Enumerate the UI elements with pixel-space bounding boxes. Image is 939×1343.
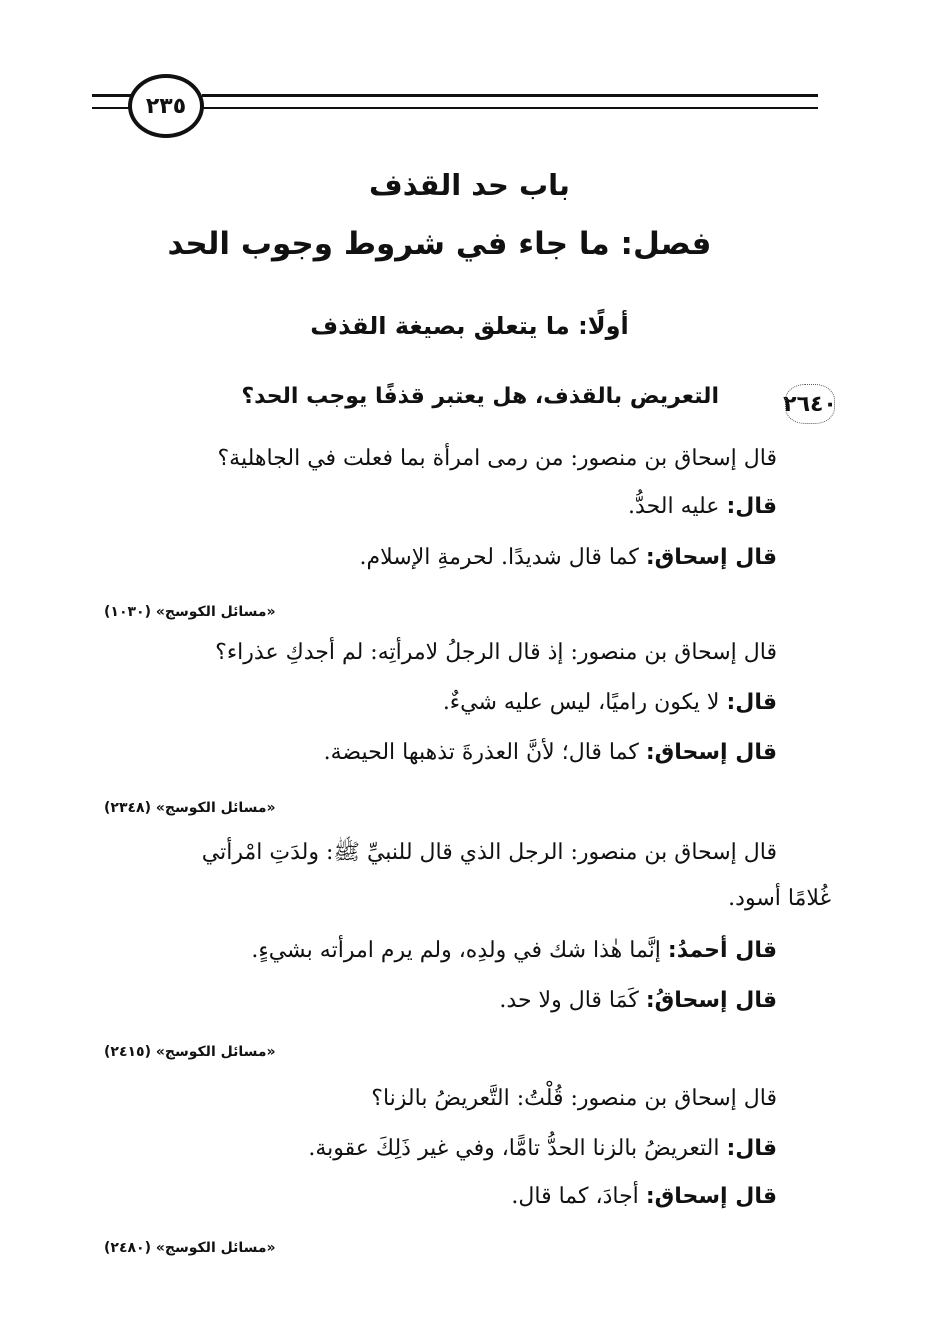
text-line: قال إسحاق بن منصور: الرجل الذي قال للنبيِّ ﷺ: ولدَتِ امْرأتي bbox=[201, 840, 777, 865]
issue-title: التعريض بالقذف، هل يعتبر قذفًا يوجب الحد؟ bbox=[241, 384, 719, 409]
text-line: قال: عليه الحدُّ. bbox=[628, 494, 777, 519]
header-rule-left bbox=[92, 94, 132, 109]
text-line: غُلامًا أسود. bbox=[728, 886, 831, 911]
source-citation: «مسائل الكوسج» (٢٤١٥) bbox=[104, 1044, 276, 1060]
text-line: قال أحمدُ: إنَّما هٰذا شك في ولدِه، ولم يرم امرأته بشيءٍ. bbox=[251, 938, 777, 963]
text-line: قال إسحاقُ: كَمَا قال ولا حد. bbox=[499, 988, 777, 1013]
chapter-title: باب حد القذف bbox=[369, 168, 570, 202]
section-title: فصل: ما جاء في شروط وجوب الحد bbox=[167, 226, 712, 262]
text-line: قال إسحاق بن منصور: من رمى امرأة بما فعلت في الجاهلية؟ bbox=[217, 446, 777, 471]
header-rule-right bbox=[202, 94, 818, 109]
text-line: قال إسحاق بن منصور: قُلْتُ: التَّعريضُ بالزنا؟ bbox=[371, 1086, 777, 1111]
source-citation: «مسائل الكوسج» (٢٣٤٨) bbox=[104, 800, 276, 816]
issue-heading bbox=[99, 382, 839, 426]
subsection-title: أولًا: ما يتعلق بصيغة القذف bbox=[310, 312, 629, 340]
text-line: قال إسحاق: أجادَ، كما قال. bbox=[511, 1184, 777, 1209]
text-line: قال: التعريضُ بالزنا الحدُّ تامًّا، وفي غير ذَلِكَ عقوبة. bbox=[308, 1136, 777, 1161]
source-citation: «مسائل الكوسج» (٢٤٨٠) bbox=[104, 1240, 276, 1256]
page-number: ٢٣٥ bbox=[128, 74, 204, 138]
text-line: قال: لا يكون راميًا، ليس عليه شيءٌ. bbox=[442, 690, 777, 715]
text-line: قال إسحاق: كما قال؛ لأنَّ العذرةَ تذهبها الحيضة. bbox=[323, 740, 777, 765]
source-citation: «مسائل الكوسج» (١٠٣٠) bbox=[104, 604, 276, 620]
issue-number: ٢٦٤٠ bbox=[781, 382, 839, 426]
text-line: قال إسحاق بن منصور: إذ قال الرجلُ لامرأتِه: لم أجدكِ عذراء؟ bbox=[215, 640, 777, 665]
text-line: قال إسحاق: كما قال شديدًا. لحرمةِ الإسلام. bbox=[359, 545, 777, 570]
